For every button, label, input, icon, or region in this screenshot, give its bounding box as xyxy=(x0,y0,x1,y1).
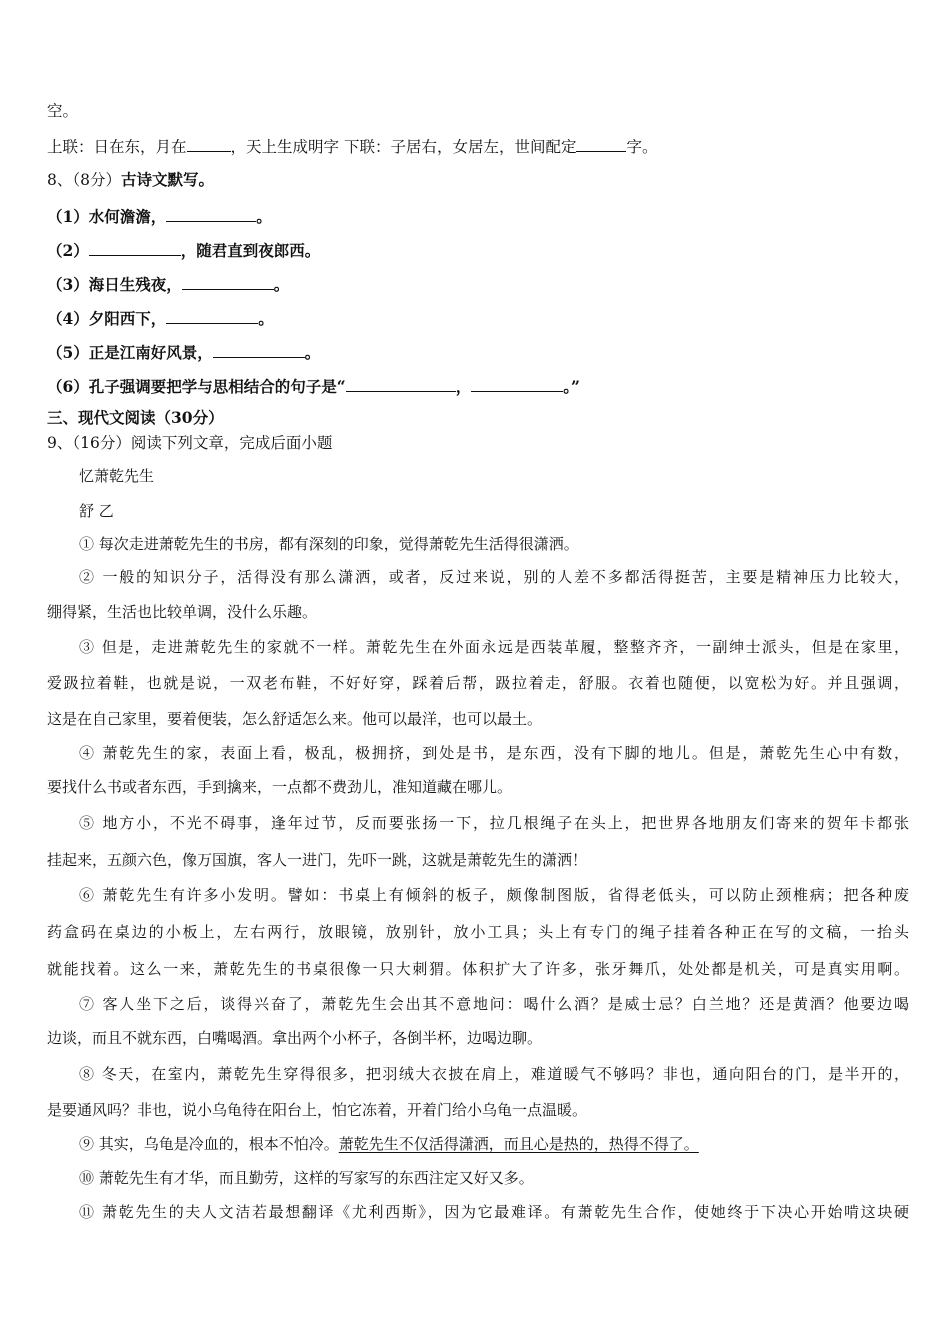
q8-item-6-text: （6）孔子强调要把学与思相结合的句子是“ xyxy=(47,377,346,396)
para-7-line-1 xyxy=(79,997,909,1012)
para-6-line-3-text: 就能找着。这么一来，萧乾先生的书桌很像一只大刺猬。体积扩大了许多，张牙舞爪，处处都是机关，可是真实用啊。 xyxy=(47,960,909,978)
q8-item-3-blank[interactable] xyxy=(182,275,274,290)
para-2-line-1 xyxy=(79,570,909,585)
para-6-line-2-text: 药盒码在桌边的小板上，左右两行，放眼镜，放别针，放小工具；头上有专门的绳子挂着各种正在写的文稿，一抬头 xyxy=(47,923,909,941)
q8-item-6-end: 。” xyxy=(563,377,580,396)
para-8-line-1-text: ⑧ 冬天，在室内，萧乾先生穿得很多，把羽绒大衣披在肩上，难道暖气不够吗？非也，通向阳台的门，是半开的， xyxy=(79,1065,909,1083)
q8-item-6-blank-2[interactable] xyxy=(471,377,563,392)
para-9-line xyxy=(79,1137,699,1152)
para-5-line-1-text: ⑤ 地方小，不光不碍事，逢年过节，反而要张扬一下，拉几根绳子在头上，把世界各地朋友们寄来的贺年卡都张 xyxy=(79,814,909,832)
q8-item-2-end: ，随君直到夜郎西。 xyxy=(180,241,321,260)
article-title: 忆萧乾先生 xyxy=(79,467,155,485)
para-5-line-1 xyxy=(79,816,909,831)
q8-item-6 xyxy=(47,377,580,395)
para-6-line-1 xyxy=(79,888,909,903)
q8-item-5-blank[interactable] xyxy=(213,343,305,358)
question-9-intro: 9、（16分）阅读下列文章，完成后面小题 xyxy=(47,434,333,452)
para-2-line-2: 绷得紧，生活也比较单调，没什么乐趣。 xyxy=(47,603,318,621)
couplet-blank-1[interactable] xyxy=(187,137,231,152)
question-8-title xyxy=(47,172,214,189)
q8-item-4-end: 。 xyxy=(258,309,274,328)
para-9-text: ⑨ 其实，乌龟是冷血的，根本不怕冷。 xyxy=(79,1135,339,1153)
q8-item-1-text: （1）水何澹澹， xyxy=(47,207,167,226)
para-7-line-1-text: ⑦ 客人坐下之后，谈得兴奋了，萧乾先生会出其不意地问：喝什么酒？是威士忌？白兰地？还是黄酒？他要边喝 xyxy=(79,995,909,1013)
para-9-underlined-sentence: 萧乾先生不仅活得潇洒，而且心是热的，热得不得了。 xyxy=(338,1135,699,1153)
q8-item-5-end: 。 xyxy=(304,343,321,362)
q8-item-3 xyxy=(47,275,289,293)
article-author: 舒 乙 xyxy=(79,502,114,520)
q8-number: 8、（8分） xyxy=(47,171,121,189)
para-11-line-1 xyxy=(79,1205,909,1220)
para-11-line-1-text: ⑪ 萧乾先生的夫人文洁若最想翻译《尤利西斯》，因为它最难译。有萧乾先生合作，使她终于下决心开始啃这块硬 xyxy=(79,1203,909,1221)
q8-item-2 xyxy=(47,241,320,259)
para-5-line-2: 挂起来，五颜六色，像万国旗，客人一进门，先吓一跳，这就是萧乾先生的潇洒！ xyxy=(47,851,588,869)
para-8-line-2: 是要通风吗？非也，说小乌龟待在阳台上，怕它冻着，开着门给小乌龟一点温暖。 xyxy=(47,1101,588,1119)
q8-item-6-comma: ， xyxy=(455,377,472,396)
q8-item-1-end: 。 xyxy=(256,207,272,226)
para-4-line-1-text: ④ 萧乾先生的家，表面上看，极乱，极拥挤，到处是书，是东西，没有下脚的地儿。但是，萧乾先生心中有数， xyxy=(79,744,909,762)
couplet-suffix: 字。 xyxy=(626,138,658,156)
q8-item-1 xyxy=(47,207,272,225)
continuation-text: 空。 xyxy=(47,102,79,120)
couplet-mid: ，天上生成明字 下联：子居右，女居左，世间配定 xyxy=(230,138,577,156)
para-8-line-1 xyxy=(79,1067,909,1082)
para-3-line-2-text: 爱趿拉着鞋，也就是说，一双老布鞋，不好好穿，踩着后帮，趿拉着走，舒服。衣着也随便，以宽松为好。并且强调， xyxy=(47,674,909,692)
para-10-line: ⑩ 萧乾先生有才华，而且勤劳，这样的写家写的东西注定又好又多。 xyxy=(79,1169,534,1187)
q8-item-5 xyxy=(47,343,320,361)
para-6-line-1-text: ⑥ 萧乾先生有许多小发明。譬如：书桌上有倾斜的板子，颇像制图版，省得老低头，可以防止颈椎病；把各种废 xyxy=(79,886,909,904)
couplet-blank-2[interactable] xyxy=(576,137,626,152)
para-7-line-2: 边谈，而且不就东西，白嘴喝酒。拿出两个小杯子，各倒半杯，边喝边聊。 xyxy=(47,1029,543,1047)
q8-title-text: 古诗文默写。 xyxy=(120,170,214,189)
q8-item-4-text: （4）夕阳西下， xyxy=(47,309,167,328)
para-3-line-1 xyxy=(79,640,909,655)
para-3-line-1-text: ③ 但是，走进萧乾先生的家就不一样。萧乾先生在外面永远是西装革履，整整齐齐，一副绅士派头，但是在家里， xyxy=(79,638,909,656)
para-6-line-3 xyxy=(47,962,909,977)
para-4-line-1 xyxy=(79,746,909,761)
q8-item-4 xyxy=(47,309,274,327)
para-3-line-3: 这是在自己家里，要着便装，怎么舒适怎么来。他可以最洋，也可以最土。 xyxy=(47,710,543,728)
section-3-heading: 三、现代文阅读（30分） xyxy=(47,408,224,427)
q8-item-3-end: 。 xyxy=(273,275,290,294)
q8-item-2-text: （2） xyxy=(47,241,89,260)
q8-item-3-text: （3）海日生残夜， xyxy=(47,275,182,294)
para-1-line: ① 每次走进萧乾先生的书房，都有深刻的印象，觉得萧乾先生活得很潇洒。 xyxy=(79,535,579,553)
q8-item-6-blank-1[interactable] xyxy=(346,377,456,392)
q8-item-1-blank[interactable] xyxy=(166,207,256,222)
couplet-prefix: 上联：日在东，月在 xyxy=(47,138,187,156)
q8-item-2-blank[interactable] xyxy=(89,241,181,256)
para-6-line-2 xyxy=(47,925,909,940)
para-4-line-2: 要找什么书或者东西，手到擒来，一点都不费劲儿，准知道藏在哪儿。 xyxy=(47,778,513,796)
couplet-line xyxy=(47,137,657,156)
q8-item-4-blank[interactable] xyxy=(166,309,258,324)
para-2-line-1-text: ② 一般的知识分子，活得没有那么潇洒，或者，反过来说，别的人差不多都活得挺苦，主要是精神压力比较大， xyxy=(79,568,909,586)
para-3-line-2 xyxy=(47,676,909,691)
q8-item-5-text: （5）正是江南好风景， xyxy=(47,343,213,362)
